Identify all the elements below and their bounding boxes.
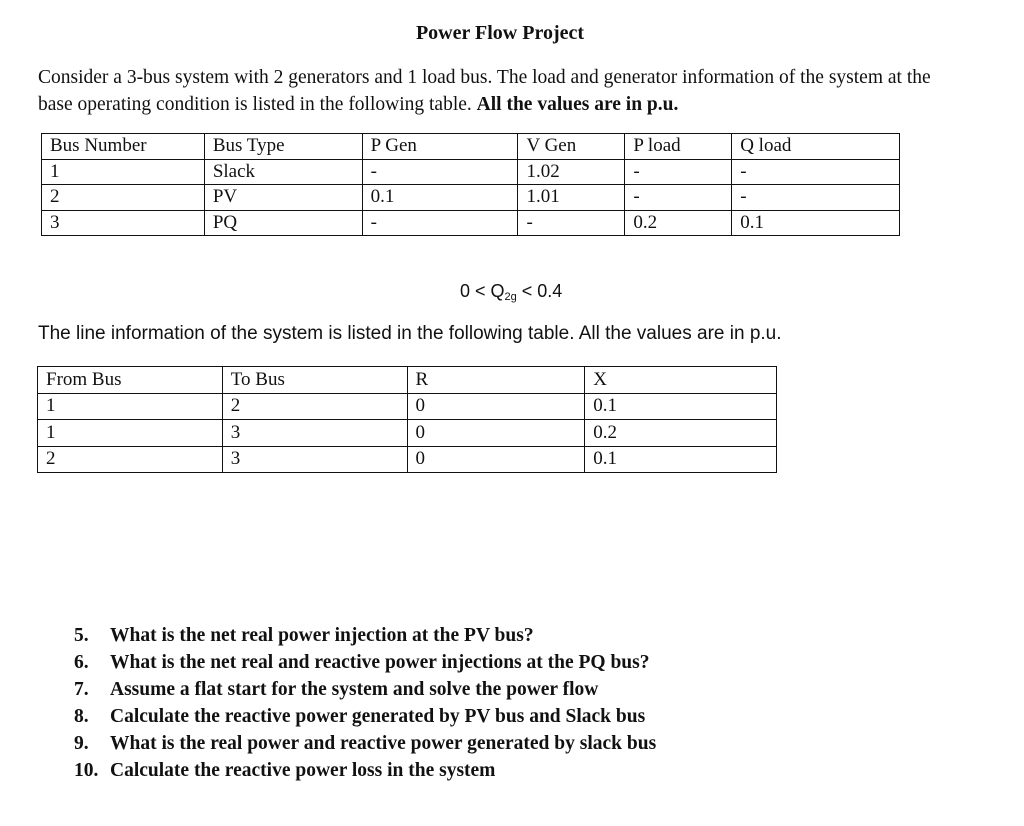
- table-row: [42, 210, 900, 236]
- table-cell: PQ: [204, 210, 362, 236]
- table-cell: 0.1: [585, 393, 777, 420]
- table-cell: -: [518, 210, 625, 236]
- table-cell: 0.1: [732, 210, 900, 236]
- bus-table: [41, 133, 900, 236]
- table-row: [42, 185, 900, 211]
- question-number: 7.: [74, 679, 89, 700]
- question-item: [74, 757, 656, 784]
- intro-text: Consider a 3-bus system with 2 generators and 1 load bus. The load and generator information of the system at the base operating condition is listed in the following table.: [38, 67, 931, 115]
- intro-bold-note: All the values are in p.u.: [476, 94, 679, 115]
- header-cell: Bus Number: [42, 134, 205, 160]
- table-cell: -: [732, 185, 900, 211]
- q2g-constraint: [460, 281, 562, 303]
- intro-paragraph: [38, 64, 938, 118]
- table-header-row: [42, 134, 900, 160]
- table-cell: 1.02: [518, 159, 625, 185]
- line-intro-paragraph: The line information of the system is listed in the following table. All the values are in p.u.: [38, 323, 782, 344]
- table-cell: 0.1: [362, 185, 518, 211]
- question-item: [74, 703, 656, 730]
- constraint-right: < 0.4: [516, 281, 563, 301]
- constraint-subscript: 2g: [504, 291, 517, 303]
- header-cell: V Gen: [518, 134, 625, 160]
- table-cell: 0.2: [625, 210, 732, 236]
- table-cell: 1: [42, 159, 205, 185]
- table-cell: 0: [407, 446, 585, 473]
- table-cell: 2: [38, 446, 223, 473]
- table-row: [38, 420, 777, 447]
- question-number: 6.: [74, 652, 89, 673]
- question-list: [74, 622, 656, 784]
- question-item: [74, 622, 656, 649]
- question-text: What is the net real power injection at the PV bus?: [110, 625, 534, 646]
- table-cell: -: [362, 159, 518, 185]
- question-number: 10.: [74, 760, 99, 781]
- table-cell: 1: [38, 393, 223, 420]
- table-cell: -: [625, 159, 732, 185]
- line-table: [37, 366, 777, 473]
- page-title: Power Flow Project: [415, 22, 585, 44]
- table-cell: -: [362, 210, 518, 236]
- table-cell: 0.1: [585, 446, 777, 473]
- question-item: [74, 649, 656, 676]
- table-header-row: [38, 367, 777, 394]
- question-text: What is the real power and reactive power generated by slack bus: [110, 733, 657, 754]
- table-cell: -: [732, 159, 900, 185]
- question-text: Assume a flat start for the system and solve the power flow: [110, 679, 599, 700]
- header-cell: P Gen: [362, 134, 518, 160]
- table-cell: Slack: [204, 159, 362, 185]
- question-text: What is the net real and reactive power injections at the PQ bus?: [110, 652, 650, 673]
- header-cell: From Bus: [38, 367, 223, 394]
- table-row: [42, 159, 900, 185]
- constraint-left: 0 < Q: [460, 281, 505, 301]
- question-item: [74, 730, 656, 757]
- header-cell: P load: [625, 134, 732, 160]
- table-cell: 2: [222, 393, 407, 420]
- table-row: [38, 446, 777, 473]
- table-cell: 2: [42, 185, 205, 211]
- table-cell: 1.01: [518, 185, 625, 211]
- table-cell: 0.2: [585, 420, 777, 447]
- header-cell: X: [585, 367, 777, 394]
- table-cell: 0: [407, 420, 585, 447]
- table-cell: PV: [204, 185, 362, 211]
- table-cell: -: [625, 185, 732, 211]
- header-cell: Q load: [732, 134, 900, 160]
- question-item: [74, 676, 656, 703]
- question-number: 9.: [74, 733, 89, 754]
- table-cell: 3: [222, 446, 407, 473]
- header-cell: R: [407, 367, 585, 394]
- header-cell: Bus Type: [204, 134, 362, 160]
- question-number: 5.: [74, 625, 89, 646]
- question-text: Calculate the reactive power generated by PV bus and Slack bus: [110, 706, 646, 727]
- table-row: [38, 393, 777, 420]
- question-number: 8.: [74, 706, 89, 727]
- table-cell: 1: [38, 420, 223, 447]
- table-cell: 0: [407, 393, 585, 420]
- header-cell: To Bus: [222, 367, 407, 394]
- table-cell: 3: [222, 420, 407, 447]
- table-cell: 3: [42, 210, 205, 236]
- question-text: Calculate the reactive power loss in the system: [110, 760, 496, 781]
